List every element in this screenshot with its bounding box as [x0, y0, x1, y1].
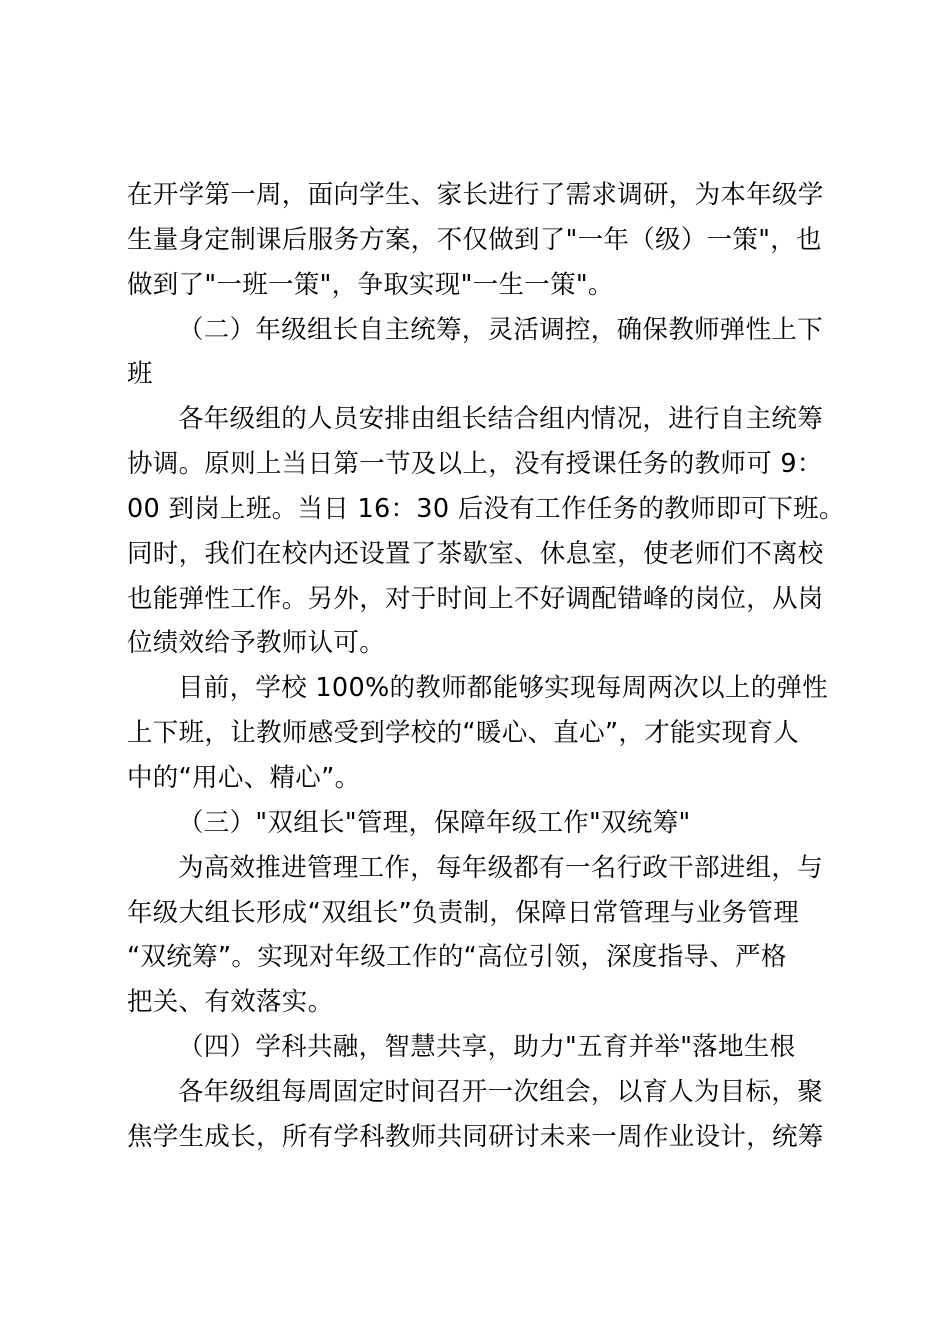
paragraph-start: 目前，学校 100%的教师都能够实现每周两次以上的弹性	[178, 673, 829, 704]
text-line: 中的“用心、精心”。	[127, 762, 361, 793]
text-line: 生量身定制课后服务方案，不仅做到了"一年（级）一策"，也	[127, 224, 822, 255]
section-heading: （二）年级组长自主统筹，灵活调控，确保教师弹性上下	[178, 314, 824, 345]
text-line: 在开学第一周，面向学生、家长进行了需求调研，为本年级学	[127, 180, 824, 210]
text-line: 做到了"一班一策"，争取实现"一生一策"。	[127, 269, 614, 300]
text-line: 上下班，让教师感受到学校的“暖心、直心”，才能实现育人	[127, 718, 800, 749]
text-line: 也能弹性工作。另外，对于时间上不好调配错峰的岗位，从岗	[127, 583, 824, 614]
text-line: 00 到岗上班。当日 16：30 后没有工作任务的教师即可下班。	[127, 493, 845, 524]
text-line: 协调。原则上当日第一节及以上，没有授课任务的教师可 9：	[127, 449, 823, 480]
text-line: 位绩效给予教师认可。	[127, 628, 386, 659]
section-heading: （四）学科共融，智慧共享，助力"五育并举"落地生根	[178, 1032, 796, 1063]
text-line: 同时，我们在校内还设置了茶歇室、休息室，使老师们不离校	[127, 538, 824, 569]
text-line: 年级大组长形成“双组长”负责制，保障日常管理与业务管理	[127, 897, 800, 928]
paragraph-start: 各年级组的人员安排由组长结合组内情况，进行自主统筹	[178, 404, 824, 435]
text-line: 焦学生成长，所有学科教师共同研讨未来一周作业设计，统筹	[127, 1121, 824, 1152]
section-heading-continuation: 班	[127, 359, 153, 390]
paragraph-start: 为高效推进管理工作，每年级都有一名行政干部进组，与	[178, 852, 824, 883]
document-body	[127, 173, 845, 1160]
paragraph-start: 各年级组每周固定时间召开一次组会，以育人为目标，聚	[178, 1076, 824, 1107]
text-line: “双统筹”。实现对年级工作的“高位引领，深度指导、严格	[127, 942, 787, 973]
text-line: 把关、有效落实。	[127, 987, 334, 1018]
section-heading: （三）"双组长"管理，保障年级工作"双统筹"	[178, 807, 691, 838]
